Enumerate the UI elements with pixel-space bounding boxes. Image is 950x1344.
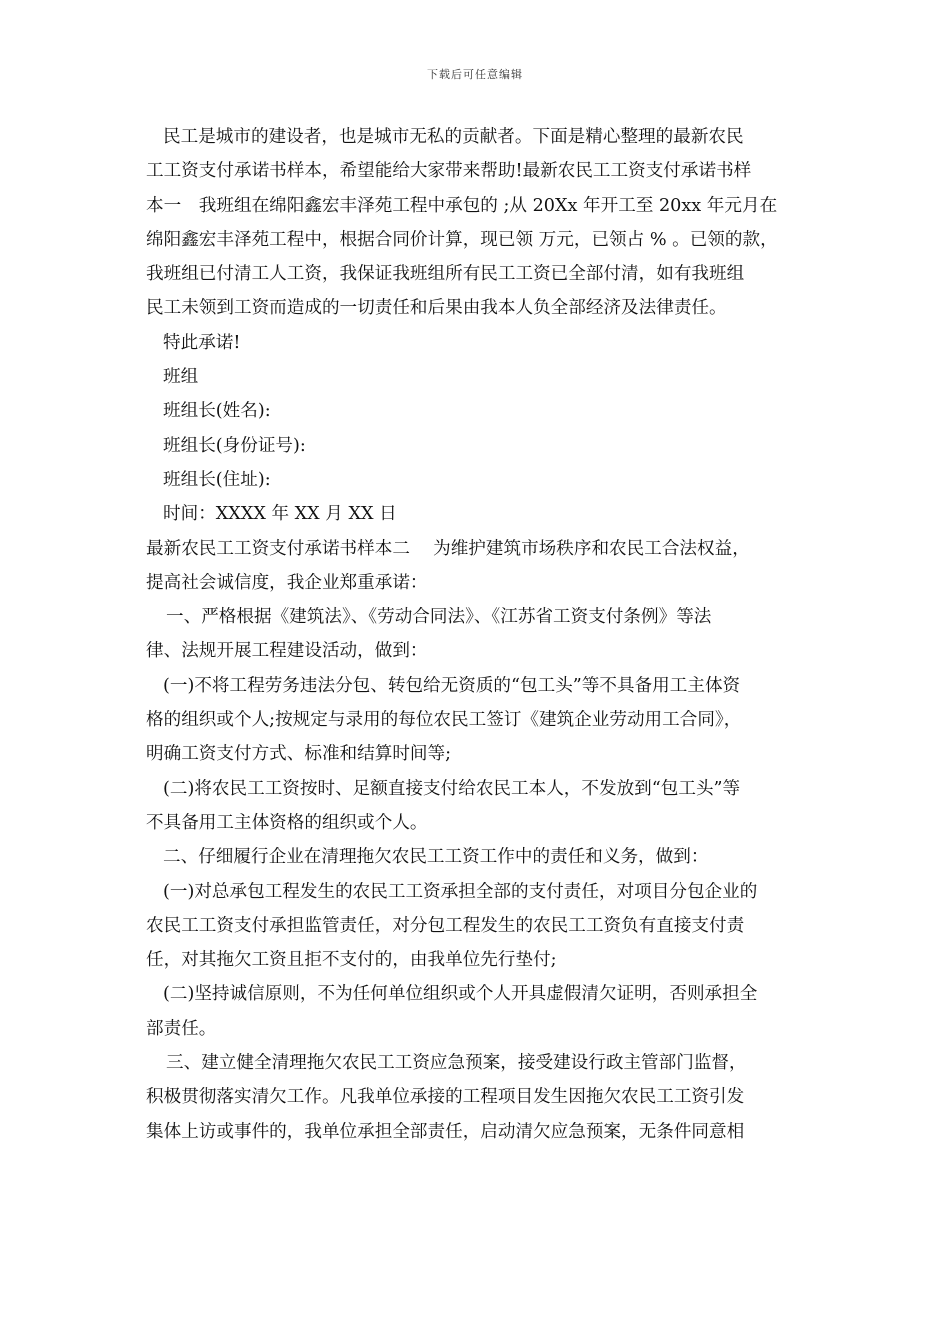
paragraph-line: 二、仔细履行企业在清理拖欠农民工工资工作中的责任和义务，做到： <box>163 847 709 868</box>
paragraph-line: 班组 <box>163 367 199 388</box>
paragraph-line: 我班组已付清工人工资，我保证我班组所有民工工资已全部付清，如有我班组 <box>146 264 745 285</box>
paragraph-line: 时间：XXXX 年 XX 月 XX 日 <box>163 504 397 525</box>
paragraph-line: 班组长(姓名): <box>163 401 271 422</box>
paragraph-line: 绵阳鑫宏丰泽苑工程中，根据合同价计算，现已领 万元，已领占 % 。已领的款， <box>146 229 778 250</box>
paragraph-line: 律、法规开展工程建设活动，做到： <box>146 641 428 662</box>
paragraph-line: 民工是城市的建设者，也是城市无私的贡献者。下面是精心整理的最新农民 <box>163 127 744 147</box>
paragraph-line: 集体上访或事件的，我单位承担全部责任，启动清欠应急预案，无条件同意相 <box>146 1121 745 1142</box>
paragraph-line: (一)不将工程劳务违法分包、转包给无资质的“包工头”等不具备用工主体资 <box>163 675 741 696</box>
paragraph-line: (二)将农民工工资按时、足额直接支付给农民工本人，不发放到“包工头”等 <box>163 778 741 799</box>
paragraph-line: (一)对总承包工程发生的农民工工资承担全部的支付责任，对项目分包企业的 <box>163 881 758 902</box>
paragraph-line: 提高社会诚信度，我企业郑重承诺： <box>146 572 428 593</box>
paragraph-line: 工工资支付承诺书样本，希望能给大家带来帮助!最新农民工工资支付承诺书样 <box>146 161 752 182</box>
paragraph-line: 任，对其拖欠工资且拒不支付的，由我单位先行垫付; <box>146 950 557 971</box>
paragraph-line: 特此承诺! <box>163 332 241 353</box>
document-body <box>146 120 814 1149</box>
paragraph-line: 部责任。 <box>146 1018 217 1039</box>
paragraph-line: 最新农民工工资支付承诺书样本二 为维护建筑市场秩序和农民工合法权益， <box>146 538 750 559</box>
paragraph-line: 积极贯彻落实清欠工作。凡我单位承接的工程项目发生因拖欠农民工工资引发 <box>146 1087 745 1108</box>
paragraph-line: 本一 我班组在绵阳鑫宏丰泽苑工程中承包的 ;从 20Xx 年开工至 20xx 年元月在 <box>146 195 778 216</box>
paragraph-line: (二)坚持诚信原则，不为任何单位组织或个人开具虚假清欠证明，否则承担全 <box>163 984 758 1005</box>
paragraph-line: 班组长(身份证号): <box>163 435 306 456</box>
paragraph-line: 农民工工资支付承担监管责任，对分包工程发生的农民工工资负有直接支付责 <box>146 915 745 936</box>
paragraph-line: 一、严格根据《建筑法》、《劳动合同法》、《江苏省工资支付条例》等法 <box>166 607 712 628</box>
paragraph-line: 格的组织或个人;按规定与录用的每位农民工签订《建筑企业劳动用工合同》， <box>146 710 742 731</box>
paragraph-line: 不具备用工主体资格的组织或个人。 <box>146 812 428 833</box>
page-header: 下载后可任意编辑 <box>427 68 523 81</box>
paragraph-line: 三、建立健全清理拖欠农民工工资应急预案，接受建设行政主管部门监督， <box>166 1053 747 1074</box>
paragraph-line: 民工未领到工资而造成的一切责任和后果由我本人负全部经济及法律责任。 <box>146 298 727 319</box>
paragraph-line: 班组长(住址): <box>163 469 271 490</box>
paragraph-line: 明确工资支付方式、标准和结算时间等; <box>146 744 452 765</box>
